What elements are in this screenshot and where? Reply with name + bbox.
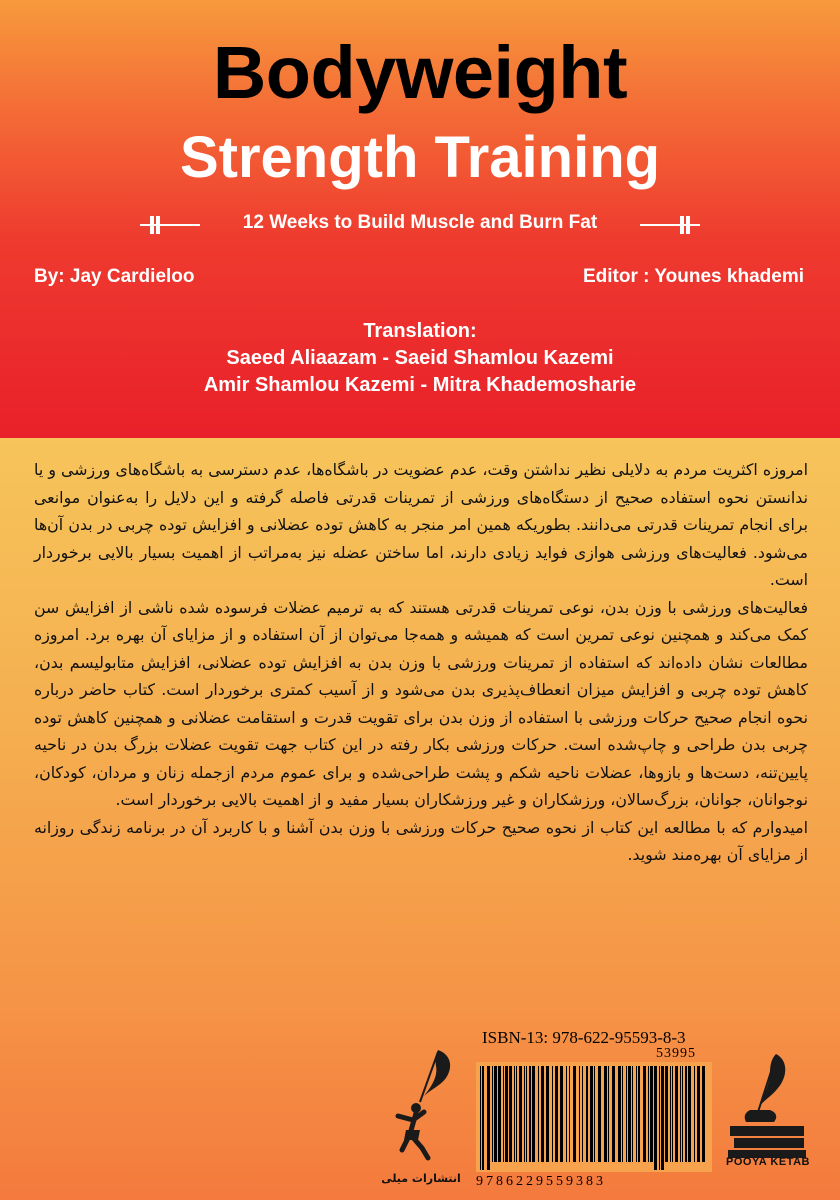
subtitle-banner [140, 206, 700, 242]
barcode-bar [516, 1066, 517, 1162]
barcode-bar [487, 1066, 490, 1170]
barcode-bar [569, 1066, 570, 1162]
translation-heading: Translation: [363, 320, 477, 342]
translators-line-2: Amir Shamlou Kazemi - Mitra Khademosharie [203, 374, 637, 396]
translators-line-1: Saeed Aliaazam - Saeid Shamlou Kazemi [226, 347, 614, 369]
barcode-bar [505, 1066, 508, 1162]
book-description: امروزه اکثریت مردم به دلایلی نظیر نداشتن وقت، عدم عضویت در باشگاه‌ها، عدم دسترسی به باشگاه‌های ورزشی و یا ندانستن نحوه استفاده صحیح از دستگاه‌های ورزشی از تمرینات قدرتی فاصله گرفته و این دلایل را به‌عنوان موانعی برای انجام تمرینات قدرتی می‌دانند. بطوریکه همین امر منجر به کاهش توده عضلانی و افزایش توده چربی در بدن آن‌ها می‌شود. فعالیت‌های ورزشی هوازی فواید زیادی دارند، اما ساختن عضله نیز به‌مراتب از اهمیت بسیار بالایی برخوردار است. فعالیت‌های ورزشی با وزن بدن، نوعی تمرینات قدرتی هستند که به ترمیم عضلات فرسوده شده ناشی از افزایش سن کمک می‌کند و همچنین نوعی تمرین است که همیشه و همه‌جا می‌توان از آن استفاده و از مزایای آن بهره برد. امروزه مطالعات نشان داده‌اند که استفاده از تمرینات ورزشی با وزن بدن به افزایش توده عضلانی، افزایش متابولیسم بدن، کاهش توده چربی و افزایش میزان انعطاف‌پذیری بدن می‌شود و از آسیب کمتری برخوردار است. کتاب حاضر درباره نحوه انجام صحیح حرکات ورزشی با استفاده از وزن بدن برای تقویت قدرت و استقامت عضلانی و همچنین کاهش توده چربی بدن طراحی و چاپ‌شده است. حرکات ورزشی بکار رفته در این کتاب جهت تقویت عضلات بزرگ بدن در ناحیه پایین‌تنه، دست‌ها و بازوها، عضلات ناحیه شکم و پشت طراحی‌شده و برای عموم مردم ازجمله زنان و مردان، کودکان، نوجوانان، جوانان، بزرگ‌سالان، ورزشکاران و غیر ورزشکاران بسیار مفید و از اهمیت بالایی برخوردار است. امیدوارم که با مطالعه این کتاب از نحوه صحیح حرکات ورزشی با وزن بدن آشنا و با کاربرد آن در برنامه زندگی روزانه از مزایای آن بهره‌مند شوید. [34, 460, 808, 864]
pooya-ketab-inkwell-logo [724, 1050, 810, 1160]
barcode-bar [509, 1066, 512, 1162]
barcode-bar [582, 1066, 583, 1162]
barcode-bar [514, 1066, 515, 1162]
barcode-bar [538, 1066, 539, 1162]
barcode-bar [573, 1066, 576, 1162]
top-red-panel [0, 0, 840, 438]
barcode-bar [541, 1066, 544, 1162]
dumbbell-right-icon [640, 222, 700, 228]
barcode-bar [670, 1066, 671, 1162]
barcode-bar [694, 1066, 695, 1162]
barcode-bar [492, 1066, 493, 1162]
barcode-bar [590, 1066, 593, 1162]
barcode-bar [628, 1066, 631, 1162]
barcode-bar [519, 1066, 522, 1162]
barcode-bar [608, 1066, 609, 1162]
barcode-bar [555, 1066, 558, 1162]
author-credit: By: Jay Cardieloo [34, 266, 195, 287]
barcode-bar [529, 1066, 531, 1162]
barcode-bar [680, 1066, 681, 1162]
barcode-bar [688, 1066, 691, 1162]
barcode-bar [480, 1066, 481, 1170]
barcode-bar [604, 1066, 607, 1162]
barcode-bar [594, 1066, 595, 1162]
barcode-bar [560, 1066, 563, 1162]
barcode-bar [638, 1066, 640, 1162]
barcode-bar [643, 1066, 646, 1162]
barcode-bar [586, 1066, 588, 1162]
title-line-1: Bodyweight [212, 31, 628, 114]
barcode-bar [661, 1066, 664, 1170]
barcode-bar [702, 1066, 705, 1162]
barcode-bar [685, 1066, 687, 1162]
barcode-bar [482, 1066, 484, 1170]
barcode-bar [648, 1066, 649, 1162]
barcode-bar [618, 1066, 621, 1162]
barcode-bar [659, 1066, 660, 1170]
barcode-bar [566, 1066, 567, 1162]
barcode-bar [532, 1066, 535, 1162]
barcode [476, 1062, 712, 1172]
barcode-bar [494, 1066, 497, 1162]
barcode-bar [579, 1066, 580, 1162]
barcode-number: 9786229559383 [476, 1174, 606, 1189]
publisher-right-name: POOYA KETAB [726, 1156, 810, 1168]
barcode-bar [682, 1066, 683, 1162]
price-code: 53995 [656, 1046, 696, 1061]
barcode-bar [632, 1066, 633, 1162]
barcode-bar [672, 1066, 673, 1162]
barcode-bar [526, 1066, 527, 1162]
isbn: ISBN-13: 978-622-95593-8-3 [482, 1028, 686, 1047]
barcode-bar [697, 1066, 700, 1162]
publisher-left-name: انتشارات میلی [381, 1172, 461, 1185]
barcode-bar [552, 1066, 553, 1162]
barcode-bar [498, 1066, 501, 1162]
barcode-bar [612, 1066, 615, 1162]
barcode-bar [665, 1066, 668, 1162]
barcode-bar [626, 1066, 627, 1162]
barcode-bar [636, 1066, 637, 1162]
title-line-2: Strength Training [179, 125, 661, 190]
subtitle: 12 Weeks to Build Muscle and Burn Fat [242, 212, 598, 233]
barcode-bars [476, 1062, 712, 1172]
barcode-bar [622, 1066, 623, 1162]
barcode-bar [503, 1066, 504, 1162]
barcode-bar [524, 1066, 525, 1162]
barcode-bar [654, 1066, 657, 1170]
barcode-bar [598, 1066, 601, 1162]
editor-credit: Editor : Younes khademi [582, 266, 804, 287]
barcode-bar [675, 1066, 678, 1162]
dumbbell-left-icon [140, 222, 200, 228]
barcode-bar [650, 1066, 653, 1162]
barcode-bar [546, 1066, 549, 1162]
publisher-quill-runner-logo [380, 1046, 462, 1176]
